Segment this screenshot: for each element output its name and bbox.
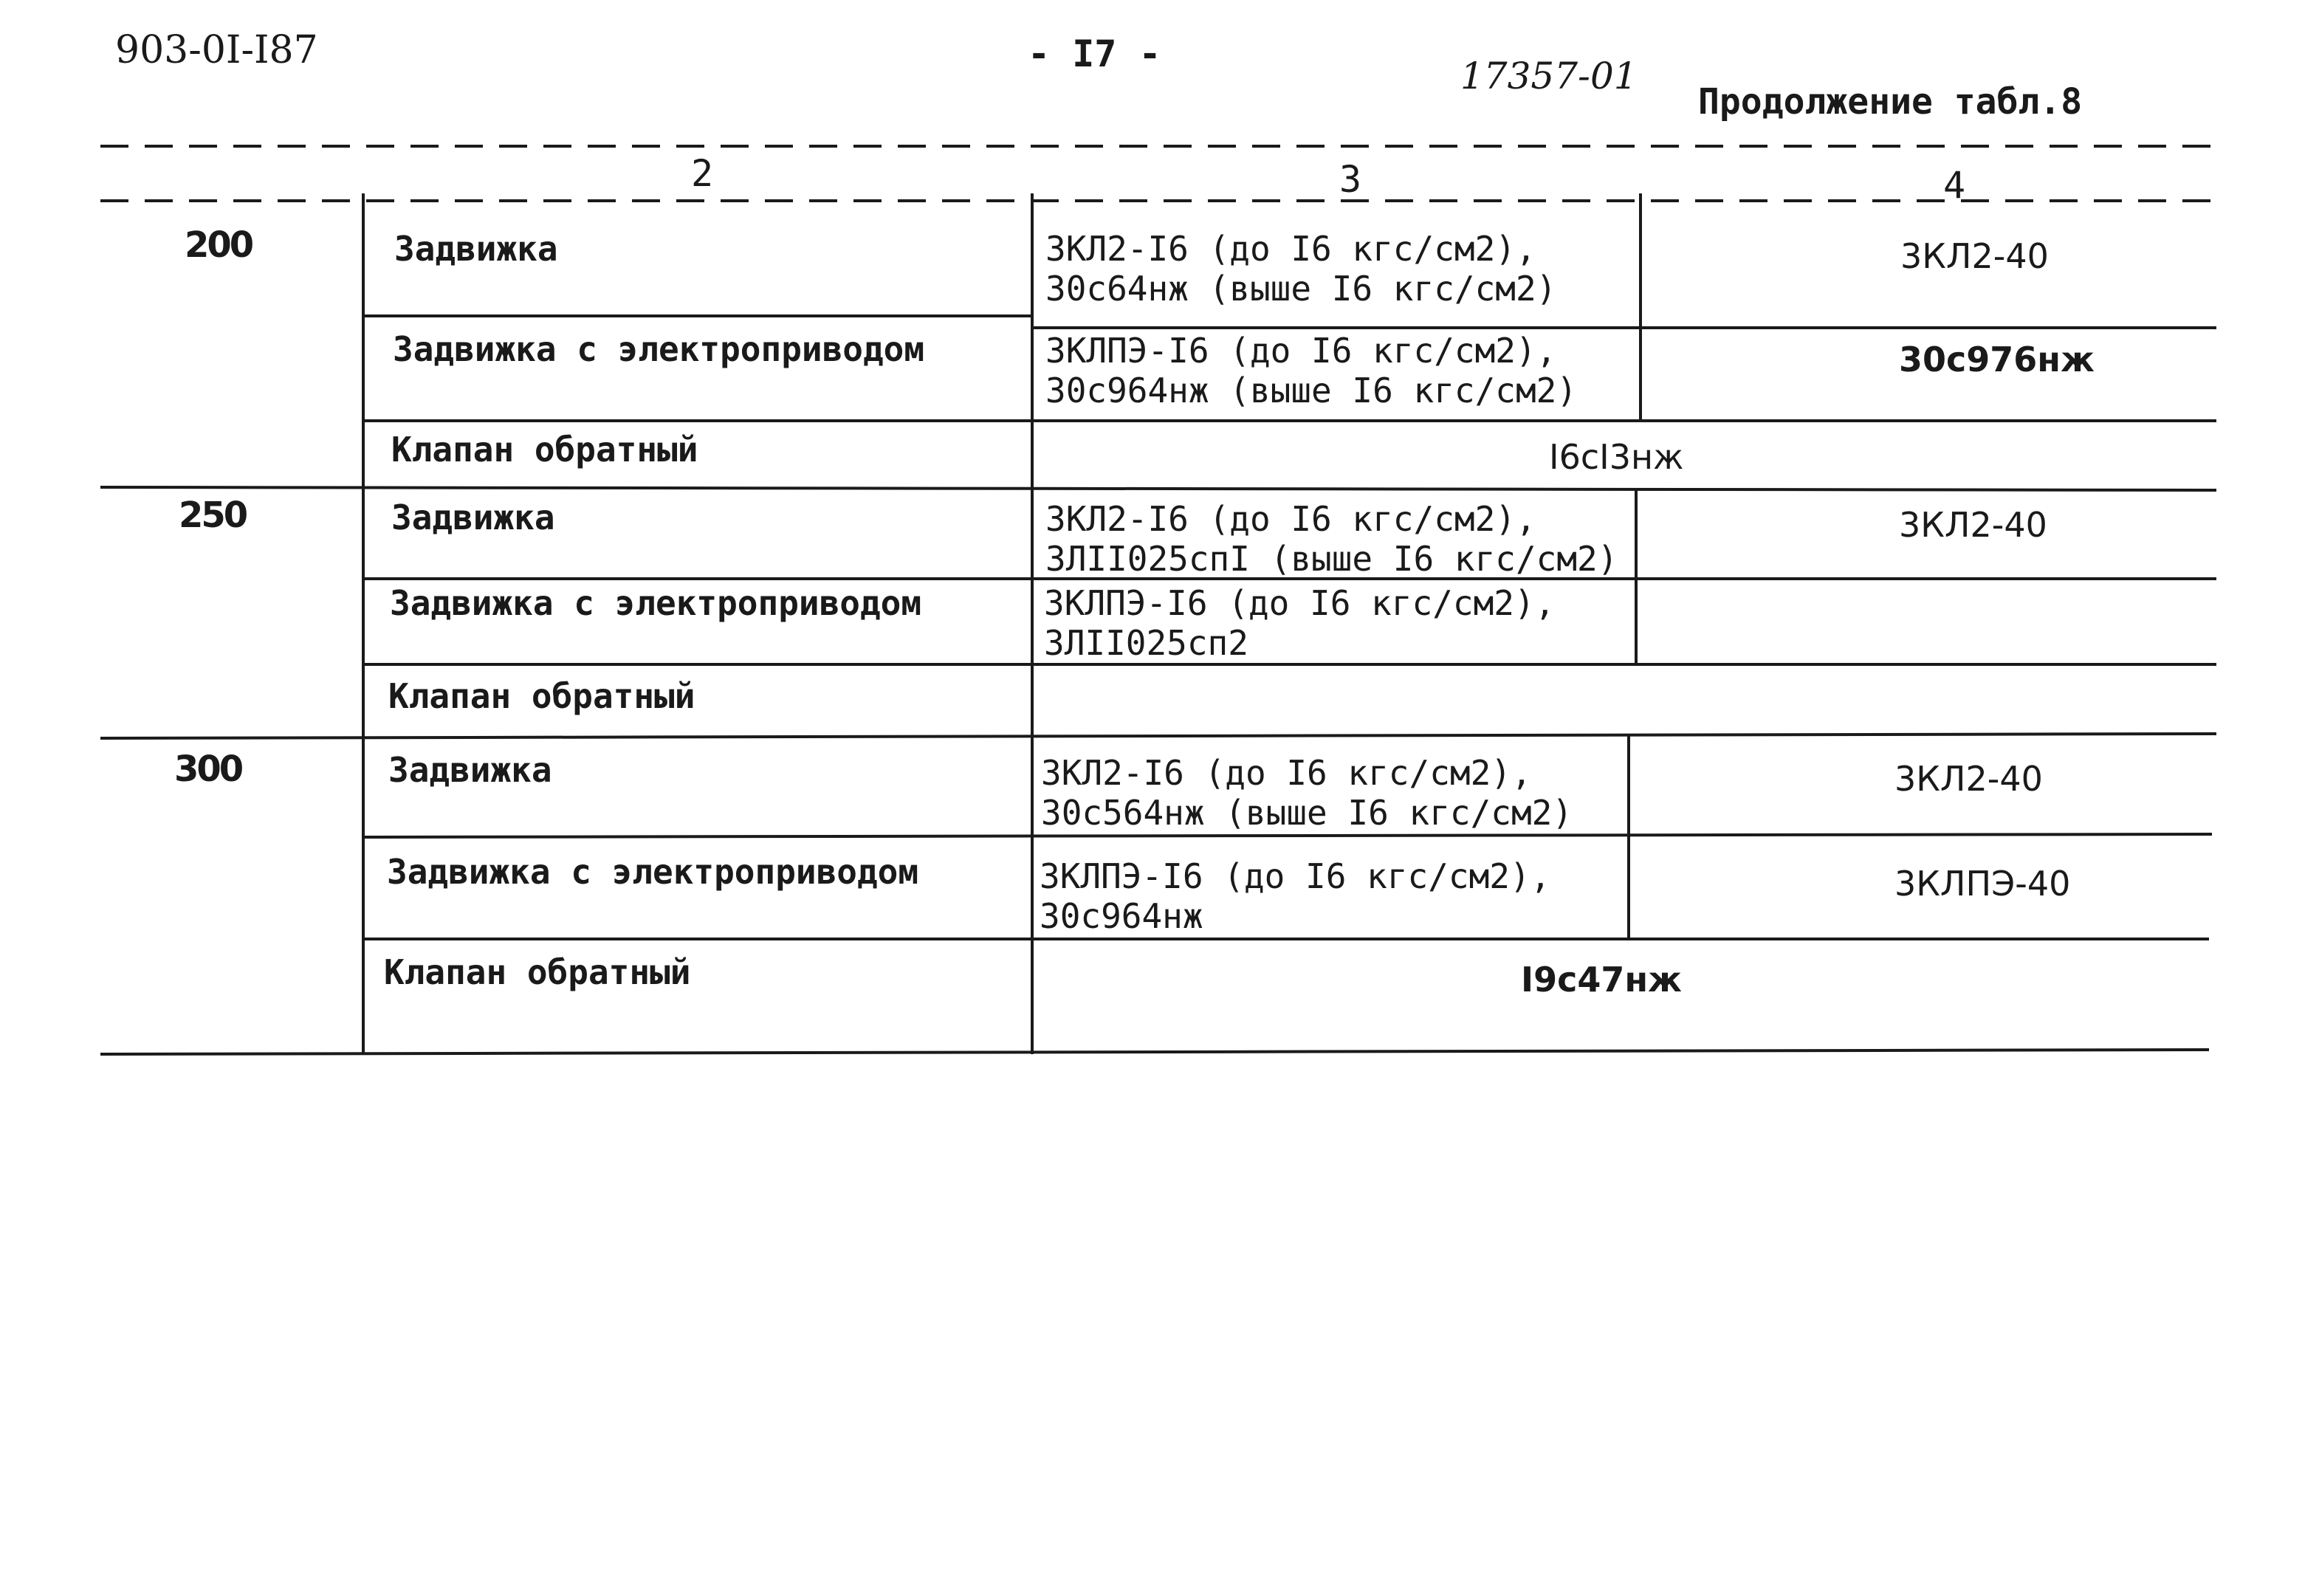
valve-spec-line: 3КЛ2-I6 (до I6 кгс/см2), [1045,499,1536,539]
valve-spec-cell [1045,331,1577,410]
valve-spec-line: 3КЛ2-I6 (до I6 кгс/см2), [1045,229,1536,269]
valve-spec-line: 30с564нж (выше I6 кгс/см2) [1041,793,1573,833]
valve-merged-cell: I9с47нж [1521,960,1682,1000]
valve-spec-line: 3КЛПЭ-I6 (до I6 кгс/см2), [1044,583,1556,623]
valve-alt-cell: 3КЛ2-40 [1899,505,2047,545]
group-separator [100,734,2216,738]
group-separator [100,487,2216,490]
column-number-2: 2 [691,152,714,195]
fitting-name-cell: Задвижка [391,498,555,537]
fitting-name-cell: Клапан обратный [384,952,691,992]
row-line [363,834,2212,837]
valve-spec-line: 3КЛ2-I6 (до I6 кгс/см2), [1041,753,1532,793]
table-bottom-line [100,1050,2209,1054]
valve-spec-line: 3ЛII025спI (выше I6 кгс/см2) [1045,539,1618,579]
valve-alt-cell: 3КЛПЭ-40 [1894,864,2071,904]
fitting-name-cell: Клапан обратный [388,676,695,716]
valve-spec-cell [1041,753,1573,833]
fitting-name-cell: Клапан обратный [391,430,698,469]
fitting-name-cell: Задвижка с электроприводом [390,583,922,623]
fitting-name-cell: Задвижка [394,229,558,269]
valve-spec-cell [1044,583,1555,663]
reference-number: 17357-01 [1460,55,1638,97]
document-code: 903-0I-I87 [115,28,318,72]
fitting-name-cell: Задвижка [388,750,552,790]
valve-spec-line: 30с964нж (выше I6 кгс/см2) [1045,371,1578,410]
fitting-name-cell: Задвижка с электроприводом [387,852,919,892]
valve-alt-cell: 3КЛ2-40 [1900,236,2049,276]
valve-merged-cell: I6сI3нж [1549,437,1684,477]
valve-spec-line: 30с64нж (выше I6 кгс/см2) [1045,269,1557,309]
valve-alt-cell: 30с976нж [1899,340,2095,379]
valve-spec-line: 30с964нж [1040,896,1203,936]
valve-spec-cell [1045,499,1618,579]
table-continuation-label: Продолжение табл.8 [1698,81,2083,123]
valve-spec-line: 3КЛПЭ-I6 (до I6 кгс/см2), [1040,856,1551,896]
valve-spec-cell [1045,229,1556,309]
valve-spec-line: 3КЛПЭ-I6 (до I6 кгс/см2), [1045,331,1557,371]
size-cell-200: 200 [185,224,252,266]
size-cell-250: 250 [179,495,247,536]
column-number-3: 3 [1339,158,1362,201]
page-number: - I7 - [1028,32,1161,75]
column-number-4: 4 [1943,164,1966,207]
fitting-name-cell: Задвижка с электроприводом [393,329,925,369]
valve-spec-cell [1040,856,1550,936]
valve-spec-line: 3ЛII025сп2 [1044,623,1248,663]
valve-alt-cell: 3КЛ2-40 [1894,759,2043,799]
size-cell-300: 300 [174,749,242,790]
